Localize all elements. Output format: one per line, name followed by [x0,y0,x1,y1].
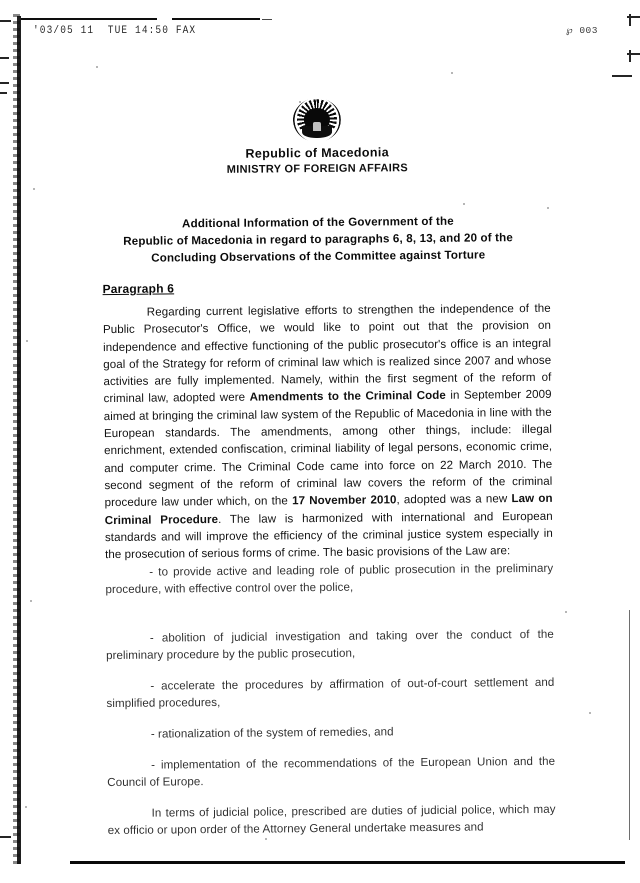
document-title-line-1: Additional Information of the Government of the [181,214,454,231]
coat-of-arms-emblem-container [0,93,637,147]
wreath-icon [293,98,341,142]
letterhead-country: Republic of Macedonia [245,145,390,161]
paragraph-bold-amendments: Amendments to the Criminal Code [249,389,446,405]
section-heading: Paragraph 6 [102,281,175,297]
coat-of-arms-icon [292,96,342,144]
document-title-line-2: Republic of Macedonia in regard to paragraphs 6, 8, 13, and 20 of the [123,231,514,248]
paragraph-bold-date: 17 November 2010 [291,493,397,508]
fax-page-number: ℘ 003 [566,25,598,36]
letterhead-ministry: MINISTRY OF FOREIGN AFFAIRS [226,162,409,176]
fax-header-timestamp: '03/05 11 TUE 14:50 FAX [33,24,197,37]
paragraph-run-1: Regarding current legislative efforts to strengthen the independence of the Public Prosecutor's Office, we would like to point out that the provision on independence and effective functioning of the public prosecutor's office is an integral goal of the Strategy for reform of criminal law which is realized since 2007 and whose activities are fully implemented. Namely, within the first segment of the reform of criminal law, adopted were [102,301,552,406]
document-title-line-3: Concluding Observations of the Committee against Torture [151,248,486,265]
paragraph-run-2: in September 2009 aimed at bringing the criminal law system of the Republic of Macedonia in line with the European standards. The amendments, among other things, include: illegal enrichment, extended confiscation, criminal liability of legal persons, economic crime, and computer crime. The Criminal Code came into force on 22 March 2010. The second segment of the reform of criminal law covers the reform of the criminal procedure law under which, on the [103,388,553,510]
paragraph-run-3: , adopted was a new [396,492,512,507]
paragraph-bold-law: Law on Criminal Procedure [104,492,553,527]
list-item: - rationalization of the system of remedies, and [150,725,394,741]
list-item: - implementation of the recommendations of the European Union and the Council of Europe. [107,754,556,790]
letterhead [0,143,637,178]
paragraph-body-closing: In terms of judicial police, prescribed are duties of judicial police, which may ex officio or upon order of the Attorney General undertake measures and [107,802,556,838]
list-item: - abolition of judicial investigation and taking over the conduct of the preliminary procedure by the public prosecution, [105,627,554,663]
list-item: - accelerate the procedures by affirmation of out-of-court settlement and simplified procedures, [106,675,555,711]
document-title [68,212,568,268]
paragraph-body-main [103,300,553,564]
paragraph-run-4: . The law is harmonized with international and European standards and will improve the efficiency of the criminal justice system especially in the prosecution of serious forms of crime. The basic provisions of the Law are: [104,509,553,562]
list-item: - to provide active and leading role of public prosecution in the preliminary procedure, with effective control over the police, [105,561,554,597]
